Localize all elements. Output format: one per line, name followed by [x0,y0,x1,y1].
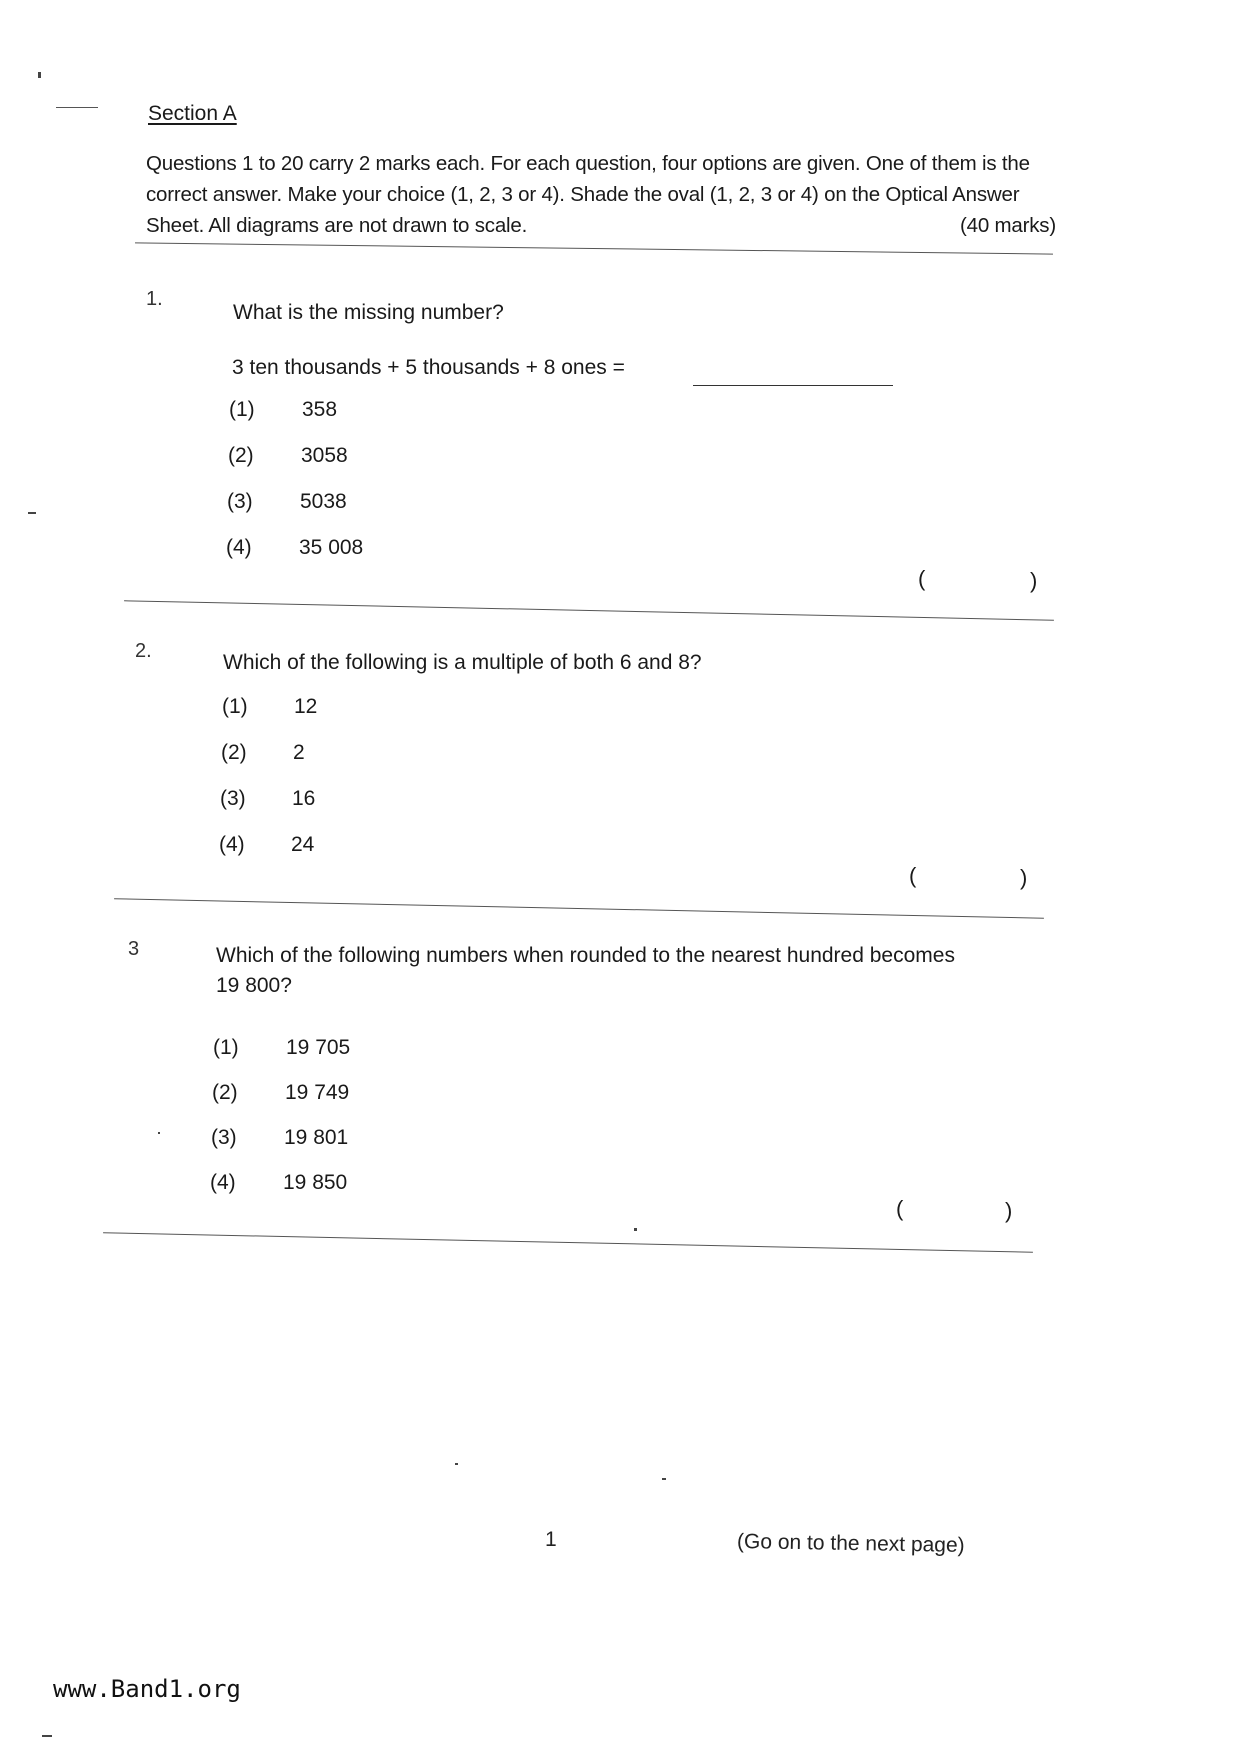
option-value: 24 [291,833,315,856]
option-value: 35 008 [299,536,364,559]
option[interactable] [211,1126,348,1150]
continue-note: (Go on to the next page) [736,1530,965,1557]
option-value: 2 [293,741,305,764]
answer-bracket-open[interactable]: ( [918,566,926,591]
instructions-text: Questions 1 to 20 carry 2 marks each. For each question, four options are given. One of them is the correct answer. Make your choice (1, 2, 3 or 4). Shade the oval (1, 2, 3 or 4) on the Optical Answer Sheet. All diagrams are not drawn to scale. [146,152,1030,237]
answer-bracket-close[interactable]: ) [1020,865,1028,890]
scan-speck [455,1463,458,1465]
question-divider [124,600,1054,620]
option[interactable] [222,695,317,719]
question-text: Which of the following is a multiple of both 6 and 8? [223,651,702,674]
website-watermark: www.Band1.org [53,1675,241,1703]
answer-bracket-close[interactable]: ) [1030,568,1038,593]
option-value: 19 705 [286,1036,351,1059]
option-value: 12 [294,695,318,718]
scan-speck [662,1478,666,1480]
question-subtext: 3 ten thousands + 5 thousands + 8 ones = [232,356,625,379]
option-value: 19 801 [284,1126,349,1149]
option-value: 3058 [301,444,348,467]
margin-mark [56,107,98,108]
question-text: Which of the following numbers when rounded to the nearest hundred becomes 19 800? [216,944,955,997]
option[interactable] [226,536,363,560]
option[interactable] [229,398,337,422]
answer-bracket-close[interactable]: ) [1005,1198,1013,1223]
question-divider [103,1232,1033,1252]
page-number: 1 [545,1528,557,1551]
option-label: (2) [228,444,254,467]
total-marks: (40 marks) [960,214,1056,237]
option[interactable] [213,1036,350,1060]
scan-speck [38,72,41,78]
option-label: (1) [213,1036,239,1059]
scan-speck [28,512,36,514]
option-label: (3) [220,787,246,810]
question-number: 3 [128,938,140,960]
answer-blank-line [693,385,893,386]
option[interactable] [227,490,347,514]
answer-bracket-open[interactable]: ( [909,863,917,888]
question-text: What is the missing number? [233,301,504,324]
section-divider [135,242,1053,254]
question-number: 1. [146,288,163,310]
option-value: 16 [292,787,316,810]
option[interactable] [210,1171,347,1195]
option-label: (4) [219,833,245,856]
scan-speck [634,1228,637,1231]
section-heading: Section A [148,102,237,125]
scan-speck [42,1735,52,1737]
option-label: (4) [210,1171,236,1194]
question-number: 2. [135,640,152,662]
option-label: (2) [212,1081,238,1104]
option-label: (1) [229,398,255,421]
option-value: 358 [302,398,338,421]
option[interactable] [212,1081,349,1105]
option-label: (2) [221,741,247,764]
option[interactable] [228,444,348,468]
question-divider [114,898,1044,918]
option[interactable] [219,833,314,857]
option-value: 5038 [300,490,347,513]
option-label: (3) [227,490,253,513]
option-value: 19 850 [283,1171,348,1194]
option[interactable] [220,787,315,811]
option-label: (1) [222,695,248,718]
section-instructions [146,148,1056,241]
option-label: (4) [226,536,252,559]
answer-bracket-open[interactable]: ( [896,1196,904,1221]
option[interactable] [221,741,305,765]
option-label: (3) [211,1126,237,1149]
scan-speck [158,1132,160,1134]
option-value: 19 749 [285,1081,350,1104]
